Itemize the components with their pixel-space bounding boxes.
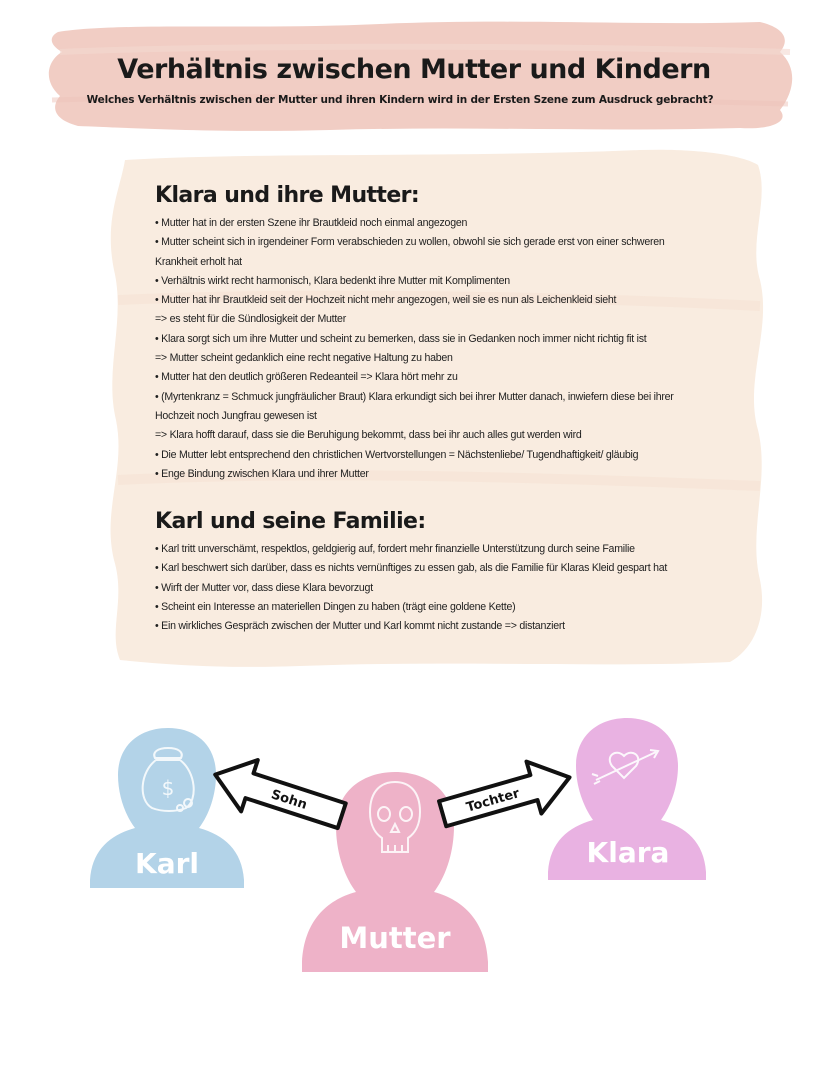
family-diagram: [0, 700, 828, 990]
svg-text:$: $: [161, 776, 175, 800]
list-item: • Die Mutter lebt entsprechend den christlichen Wertvorstellungen = Nächstenliebe/ Tugendhaftigkeit/ gläubig: [155, 448, 639, 461]
karl-section-heading: Karl und seine Familie:: [155, 509, 426, 534]
list-item: • Scheint ein Interesse an materiellen Dingen zu haben (trägt eine goldene Kette): [155, 600, 516, 613]
figure-karl-label: Karl: [135, 847, 199, 880]
list-item: • (Myrtenkranz = Schmuck jungfräulicher Braut) Klara erkundigt sich bei ihrer Mutter danach, inwiefern diese bei ihrer: [155, 390, 674, 403]
list-item: • Ein wirkliches Gespräch zwischen der Mutter und Karl kommt nicht zustande => distanziert: [155, 620, 565, 633]
arrow-tochter: [435, 751, 577, 839]
arrow-tochter-label: Tochter: [464, 786, 522, 816]
list-item: • Mutter hat den deutlich größeren Redeanteil => Klara hört mehr zu: [155, 371, 458, 384]
figure-karl: [90, 728, 244, 888]
figure-klara-label: Klara: [586, 836, 670, 869]
list-item: • Klara sorgt sich um ihre Mutter und scheint zu bemerken, dass sie in Gedanken noch immer nicht richtig fit ist: [155, 332, 647, 345]
list-item: • Karl beschwert sich darüber, dass es nichts vernünftiges zu essen gab, als die Familie für Klaras Kleid gespart hat: [155, 562, 668, 575]
klara-section: [155, 183, 690, 484]
list-item: Krankheit erholt hat: [155, 255, 242, 268]
arrow-sohn: [207, 749, 350, 841]
list-item: • Enge Bindung zwischen Klara und ihrer Mutter: [155, 467, 369, 480]
list-item: • Mutter hat in der ersten Szene ihr Brautkleid noch einmal angezogen: [155, 217, 468, 229]
list-item: => es steht für die Sündlosigkeit der Mutter: [155, 313, 346, 326]
klara-section-heading: Klara und ihre Mutter:: [155, 183, 420, 208]
list-item: • Karl tritt unverschämt, respektlos, geldgierig auf, fordert mehr finanzielle Unterstützung durch seine Familie: [155, 543, 635, 555]
list-item: • Wirft der Mutter vor, dass diese Klara bevorzugt: [155, 581, 373, 594]
karl-section: [155, 509, 690, 636]
arrow-sohn-label: Sohn: [269, 787, 309, 813]
page-title: Verhältnis zwischen Mutter und Kindern: [117, 54, 711, 85]
figure-klara: [548, 718, 706, 880]
list-item: • Mutter hat ihr Brautkleid seit der Hochzeit nicht mehr angezogen, weil sie es nun als Leichenkleid sieht: [155, 294, 617, 307]
list-item: Hochzeit noch Jungfrau gewesen ist: [155, 409, 317, 422]
list-item: => Mutter scheint gedanklich eine recht negative Haltung zu haben: [155, 352, 453, 365]
list-item: • Mutter scheint sich in irgendeiner Form verabschieden zu wollen, obwohl sie sich gerade erst von einer schweren: [155, 236, 665, 249]
list-item: • Verhältnis wirkt recht harmonisch, Klara bedenkt ihre Mutter mit Komplimenten: [155, 274, 510, 287]
figure-mutter-label: Mutter: [339, 921, 451, 955]
list-item: => Klara hofft darauf, dass sie die Beruhigung bekommt, dass bei ihr auch alles gut werden wird: [155, 429, 582, 442]
page-subtitle: Welches Verhältnis zwischen der Mutter und ihren Kindern wird in der Ersten Szene zum Ausdruck gebracht?: [86, 94, 714, 106]
